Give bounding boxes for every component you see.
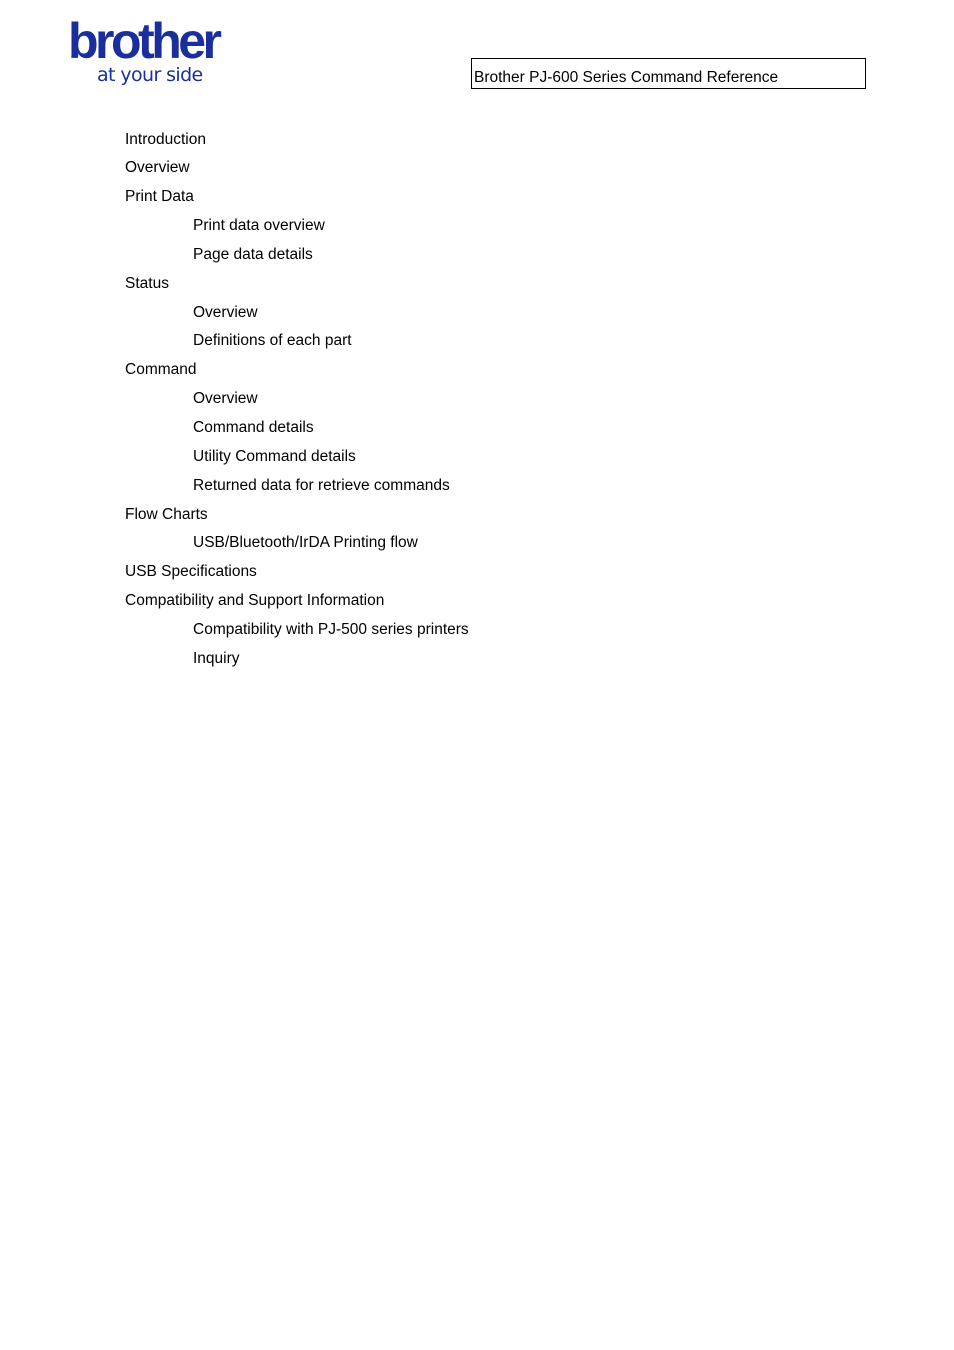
toc-link-introduction[interactable]: Introduction — [125, 131, 206, 148]
toc-link-page-data-details[interactable]: Page data details — [193, 246, 313, 263]
toc-link-command-overview[interactable]: Overview — [193, 390, 258, 407]
toc-link-returned-data[interactable]: Returned data for retrieve commands — [193, 477, 450, 494]
toc-link-definitions-of-each-part[interactable]: Definitions of each part — [193, 332, 352, 349]
toc-link-compatibility-support[interactable]: Compatibility and Support Information — [125, 592, 385, 609]
toc-link-compatibility-pj500[interactable]: Compatibility with PJ-500 series printers — [193, 621, 469, 638]
toc-link-utility-command-details[interactable]: Utility Command details — [193, 448, 356, 465]
logo-tagline-text: at your side — [97, 64, 203, 86]
toc-link-inquiry[interactable]: Inquiry — [193, 650, 240, 667]
logo-brand-text: brother — [68, 18, 219, 69]
document-title: Brother PJ-600 Series Command Reference — [474, 69, 779, 86]
toc-link-usb-specifications[interactable]: USB Specifications — [125, 563, 257, 580]
toc-link-overview[interactable]: Overview — [125, 159, 190, 176]
toc-link-status-overview[interactable]: Overview — [193, 304, 258, 321]
toc-link-command[interactable]: Command — [125, 361, 197, 378]
toc-link-status[interactable]: Status — [125, 275, 169, 292]
toc-link-command-details[interactable]: Command details — [193, 419, 314, 436]
toc-link-printing-flow[interactable]: USB/Bluetooth/IrDA Printing flow — [193, 534, 418, 551]
toc-link-print-data-overview[interactable]: Print data overview — [193, 217, 325, 234]
toc-link-print-data[interactable]: Print Data — [125, 188, 194, 205]
toc-link-flow-charts[interactable]: Flow Charts — [125, 506, 208, 523]
